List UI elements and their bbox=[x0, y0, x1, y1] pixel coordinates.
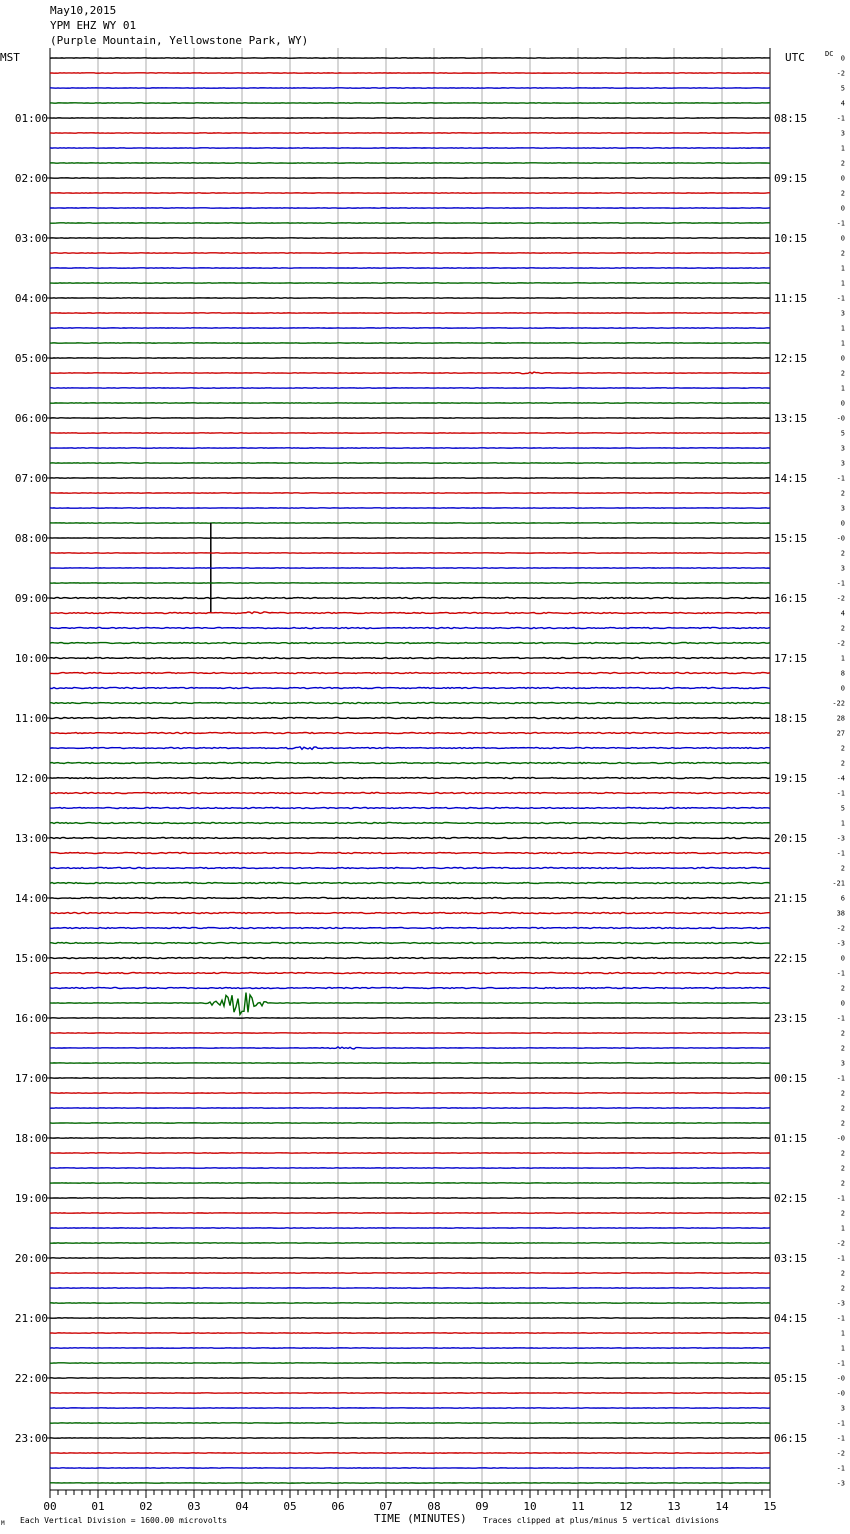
dc-offset-value: 2 bbox=[840, 1044, 845, 1053]
mst-hour-label: 11:00 bbox=[14, 712, 48, 725]
dc-offset-value: -1 bbox=[836, 849, 845, 858]
seismic-trace-row bbox=[50, 792, 770, 793]
mst-hour-label: 03:00 bbox=[14, 232, 48, 245]
x-tick-label: 13 bbox=[667, 1500, 681, 1513]
x-tick-label: 00 bbox=[43, 1500, 57, 1513]
dc-offset-value: 2 bbox=[840, 1029, 845, 1038]
dc-label: DC bbox=[825, 50, 834, 58]
x-axis-label: TIME (MINUTES) bbox=[374, 1512, 467, 1525]
x-tick-label: 07 bbox=[379, 1500, 393, 1513]
utc-hour-label: 06:15 bbox=[774, 1432, 808, 1445]
dc-offset-value: 2 bbox=[840, 624, 845, 633]
dc-offset-value: 2 bbox=[840, 984, 845, 993]
mst-hour-label: 15:00 bbox=[14, 952, 48, 965]
dc-offset-value: 0 bbox=[840, 354, 845, 363]
seismic-trace-row bbox=[50, 1047, 770, 1049]
dc-offset-value: 2 bbox=[840, 1209, 845, 1218]
x-tick-label: 05 bbox=[283, 1500, 297, 1513]
x-tick-label: 01 bbox=[91, 1500, 105, 1513]
dc-offset-value: 0 bbox=[840, 519, 845, 528]
mst-hour-label: 18:00 bbox=[14, 1132, 48, 1145]
seismic-trace-row bbox=[50, 957, 770, 958]
mst-hour-label: 19:00 bbox=[14, 1192, 48, 1205]
dc-offset-value: 2 bbox=[840, 249, 845, 258]
dc-offset-value: 4 bbox=[840, 99, 845, 108]
dc-offset-value: 1 bbox=[840, 324, 845, 333]
dc-offset-value: 3 bbox=[840, 129, 845, 138]
seismic-trace-row bbox=[50, 627, 770, 628]
utc-hour-label: 08:15 bbox=[774, 112, 808, 125]
mst-hour-label: 16:00 bbox=[14, 1012, 48, 1025]
dc-offset-value: 1 bbox=[840, 384, 845, 393]
dc-offset-value: -1 bbox=[836, 1464, 845, 1473]
mst-hour-label: 14:00 bbox=[14, 892, 48, 905]
dc-offset-value: -2 bbox=[836, 594, 845, 603]
seismic-trace-row bbox=[50, 777, 770, 778]
seismic-trace-row bbox=[50, 867, 770, 868]
x-tick-label: 11 bbox=[571, 1500, 585, 1513]
dc-offset-value: 0 bbox=[840, 174, 845, 183]
dc-offset-value: -1 bbox=[836, 1194, 845, 1203]
right-timezone-label: UTC bbox=[785, 51, 805, 64]
utc-hour-label: 22:15 bbox=[774, 952, 808, 965]
scale-note: Each Vertical Division = 1600.00 microvolts bbox=[20, 1516, 228, 1525]
utc-hour-label: 17:15 bbox=[774, 652, 808, 665]
x-tick-label: 08 bbox=[427, 1500, 441, 1513]
dc-offset-value: -1 bbox=[836, 1359, 845, 1368]
utc-hour-label: 04:15 bbox=[774, 1312, 808, 1325]
dc-offset-value: 2 bbox=[840, 489, 845, 498]
dc-offset-value: 6 bbox=[840, 894, 845, 903]
x-tick-label: 04 bbox=[235, 1500, 249, 1513]
dc-offset-value: 1 bbox=[840, 279, 845, 288]
seismic-trace-row bbox=[50, 597, 770, 598]
seismic-trace-row bbox=[50, 987, 770, 988]
dc-offset-value: -4 bbox=[836, 774, 845, 783]
mst-hour-label: 12:00 bbox=[14, 772, 48, 785]
dc-offset-value: -3 bbox=[836, 1479, 845, 1488]
seismic-trace-row bbox=[50, 912, 770, 913]
corner-mark: M bbox=[1, 1520, 5, 1527]
dc-offset-value: 3 bbox=[840, 1059, 845, 1068]
utc-hour-label: 16:15 bbox=[774, 592, 808, 605]
dc-offset-value: -2 bbox=[836, 69, 845, 78]
dc-offset-value: -3 bbox=[836, 939, 845, 948]
header-location: (Purple Mountain, Yellowstone Park, WY) bbox=[50, 34, 309, 47]
utc-hour-label: 11:15 bbox=[774, 292, 808, 305]
mst-hour-label: 02:00 bbox=[14, 172, 48, 185]
dc-offset-value: -1 bbox=[836, 1254, 845, 1263]
dc-offset-value: -2 bbox=[836, 1239, 845, 1248]
mst-hour-label: 09:00 bbox=[14, 592, 48, 605]
dc-offset-value: 2 bbox=[840, 744, 845, 753]
dc-offset-value: -3 bbox=[836, 834, 845, 843]
dc-offset-value: -1 bbox=[836, 1434, 845, 1443]
dc-offset-value: 1 bbox=[840, 819, 845, 828]
label-layer bbox=[15, 55, 845, 1514]
mst-hour-label: 20:00 bbox=[14, 1252, 48, 1265]
utc-hour-label: 01:15 bbox=[774, 1132, 808, 1145]
dc-offset-value: 2 bbox=[840, 189, 845, 198]
utc-hour-label: 14:15 bbox=[774, 472, 808, 485]
dc-offset-value: 2 bbox=[840, 1269, 845, 1278]
dc-offset-value: 2 bbox=[840, 1149, 845, 1158]
dc-offset-value: -1 bbox=[836, 789, 845, 798]
mst-hour-label: 07:00 bbox=[14, 472, 48, 485]
dc-offset-value: 0 bbox=[840, 204, 845, 213]
dc-offset-value: -0 bbox=[836, 1389, 845, 1398]
x-tick-label: 14 bbox=[715, 1500, 729, 1513]
dc-offset-value: 2 bbox=[840, 1284, 845, 1293]
dc-offset-value: 2 bbox=[840, 549, 845, 558]
mst-hour-label: 05:00 bbox=[14, 352, 48, 365]
utc-hour-label: 18:15 bbox=[774, 712, 808, 725]
utc-hour-label: 10:15 bbox=[774, 232, 808, 245]
dc-offset-value: 27 bbox=[836, 729, 845, 738]
seismic-trace-row bbox=[50, 672, 770, 673]
seismic-trace-row bbox=[50, 927, 770, 928]
utc-hour-label: 21:15 bbox=[774, 892, 808, 905]
seismic-trace-row bbox=[50, 972, 770, 973]
dc-offset-value: -1 bbox=[836, 1074, 845, 1083]
dc-offset-value: 8 bbox=[840, 669, 845, 678]
x-tick-label: 09 bbox=[475, 1500, 489, 1513]
utc-hour-label: 02:15 bbox=[774, 1192, 808, 1205]
seismic-trace-row bbox=[50, 882, 770, 883]
utc-hour-label: 15:15 bbox=[774, 532, 808, 545]
seismic-trace-row bbox=[50, 642, 770, 643]
seismic-trace-row bbox=[50, 372, 770, 374]
dc-offset-value: -1 bbox=[836, 474, 845, 483]
dc-offset-value: 1 bbox=[840, 339, 845, 348]
dc-offset-value: 0 bbox=[840, 54, 845, 63]
utc-hour-label: 03:15 bbox=[774, 1252, 808, 1265]
dc-offset-value: -21 bbox=[832, 879, 845, 888]
dc-offset-value: 2 bbox=[840, 1164, 845, 1173]
utc-hour-label: 05:15 bbox=[774, 1372, 808, 1385]
header-station: YPM EHZ WY 01 bbox=[50, 19, 137, 32]
dc-offset-value: -1 bbox=[836, 294, 845, 303]
dc-offset-value: 0 bbox=[840, 999, 845, 1008]
dc-offset-value: 2 bbox=[840, 1104, 845, 1113]
dc-offset-value: 2 bbox=[840, 1179, 845, 1188]
mst-hour-label: 10:00 bbox=[14, 652, 48, 665]
utc-hour-label: 00:15 bbox=[774, 1072, 808, 1085]
utc-hour-label: 23:15 bbox=[774, 1012, 808, 1025]
seismic-trace-row bbox=[50, 837, 770, 838]
seismic-trace-row bbox=[50, 822, 770, 823]
seismic-trace-row bbox=[50, 702, 770, 703]
utc-hour-label: 19:15 bbox=[774, 772, 808, 785]
dc-offset-value: 28 bbox=[836, 714, 845, 723]
dc-offset-value: 0 bbox=[840, 234, 845, 243]
header-date: May10,2015 bbox=[50, 4, 117, 17]
seismic-trace-row bbox=[50, 807, 770, 808]
utc-hour-label: 09:15 bbox=[774, 172, 808, 185]
dc-offset-value: -0 bbox=[836, 534, 845, 543]
mst-hour-label: 08:00 bbox=[14, 532, 48, 545]
dc-offset-value: 5 bbox=[840, 84, 845, 93]
x-tick-label: 10 bbox=[523, 1500, 537, 1513]
dc-offset-value: -22 bbox=[832, 699, 845, 708]
dc-offset-value: 0 bbox=[840, 954, 845, 963]
dc-offset-value: -1 bbox=[836, 1014, 845, 1023]
seismic-trace-row bbox=[50, 687, 770, 688]
dc-offset-value: 1 bbox=[840, 1224, 845, 1233]
dc-offset-value: -2 bbox=[836, 1449, 845, 1458]
seismic-trace-row bbox=[50, 732, 770, 733]
dc-offset-value: 2 bbox=[840, 159, 845, 168]
dc-offset-value: 3 bbox=[840, 1404, 845, 1413]
mst-hour-label: 21:00 bbox=[14, 1312, 48, 1325]
dc-offset-value: 5 bbox=[840, 804, 845, 813]
dc-offset-value: 0 bbox=[840, 684, 845, 693]
utc-hour-label: 13:15 bbox=[774, 412, 808, 425]
seismic-trace-row bbox=[50, 852, 770, 853]
dc-offset-value: -2 bbox=[836, 924, 845, 933]
utc-hour-label: 12:15 bbox=[774, 352, 808, 365]
dc-offset-value: 3 bbox=[840, 459, 845, 468]
dc-offset-value: -3 bbox=[836, 1299, 845, 1308]
seismic-trace-row bbox=[50, 747, 770, 750]
mst-hour-label: 04:00 bbox=[14, 292, 48, 305]
dc-offset-value: 3 bbox=[840, 444, 845, 453]
dc-offset-value: 5 bbox=[840, 429, 845, 438]
dc-offset-value: 2 bbox=[840, 759, 845, 768]
seismic-trace-row bbox=[50, 993, 770, 1015]
trace-layer bbox=[50, 58, 770, 1483]
dc-offset-value: 2 bbox=[840, 864, 845, 873]
dc-offset-value: 1 bbox=[840, 1329, 845, 1338]
seismic-trace-row bbox=[50, 942, 770, 943]
dc-offset-value: -0 bbox=[836, 1134, 845, 1143]
dc-offset-value: -1 bbox=[836, 219, 845, 228]
dc-offset-value: 0 bbox=[840, 399, 845, 408]
dc-offset-value: 1 bbox=[840, 654, 845, 663]
dc-offset-value: 1 bbox=[840, 1344, 845, 1353]
x-tick-label: 06 bbox=[331, 1500, 345, 1513]
seismic-trace-row bbox=[50, 897, 770, 898]
clip-note: Traces clipped at plus/minus 5 vertical divisions bbox=[483, 1516, 720, 1525]
dc-offset-value: -1 bbox=[836, 1419, 845, 1428]
mst-hour-label: 06:00 bbox=[14, 412, 48, 425]
x-tick-label: 15 bbox=[763, 1500, 777, 1513]
seismic-trace-row bbox=[50, 717, 770, 718]
dc-offset-value: 3 bbox=[840, 309, 845, 318]
dc-offset-value: 4 bbox=[840, 609, 845, 618]
dc-offset-value: 38 bbox=[836, 909, 845, 918]
dc-offset-value: -2 bbox=[836, 639, 845, 648]
dc-offset-value: -1 bbox=[836, 1314, 845, 1323]
x-tick-label: 03 bbox=[187, 1500, 201, 1513]
mst-hour-label: 13:00 bbox=[14, 832, 48, 845]
dc-offset-value: -1 bbox=[836, 969, 845, 978]
utc-hour-label: 20:15 bbox=[774, 832, 808, 845]
mst-hour-label: 17:00 bbox=[14, 1072, 48, 1085]
dc-offset-value: -1 bbox=[836, 114, 845, 123]
seismic-trace-row bbox=[50, 657, 770, 658]
dc-offset-value: 1 bbox=[840, 264, 845, 273]
seismic-trace-row bbox=[50, 762, 770, 763]
dc-offset-value: 3 bbox=[840, 504, 845, 513]
seismic-trace-row bbox=[50, 612, 770, 614]
left-timezone-label: MST bbox=[0, 51, 20, 64]
x-tick-label: 12 bbox=[619, 1500, 633, 1513]
dc-offset-value: 2 bbox=[840, 369, 845, 378]
dc-offset-value: 1 bbox=[840, 144, 845, 153]
mst-hour-label: 23:00 bbox=[14, 1432, 48, 1445]
dc-offset-value: -1 bbox=[836, 579, 845, 588]
mst-hour-label: 01:00 bbox=[14, 112, 48, 125]
dc-offset-value: 3 bbox=[840, 564, 845, 573]
x-tick-label: 02 bbox=[139, 1500, 153, 1513]
mst-hour-label: 22:00 bbox=[14, 1372, 48, 1385]
dc-offset-value: -0 bbox=[836, 1374, 845, 1383]
dc-offset-value: 2 bbox=[840, 1119, 845, 1128]
dc-offset-value: 2 bbox=[840, 1089, 845, 1098]
minute-grid bbox=[50, 48, 770, 1498]
dc-offset-value: -0 bbox=[836, 414, 845, 423]
